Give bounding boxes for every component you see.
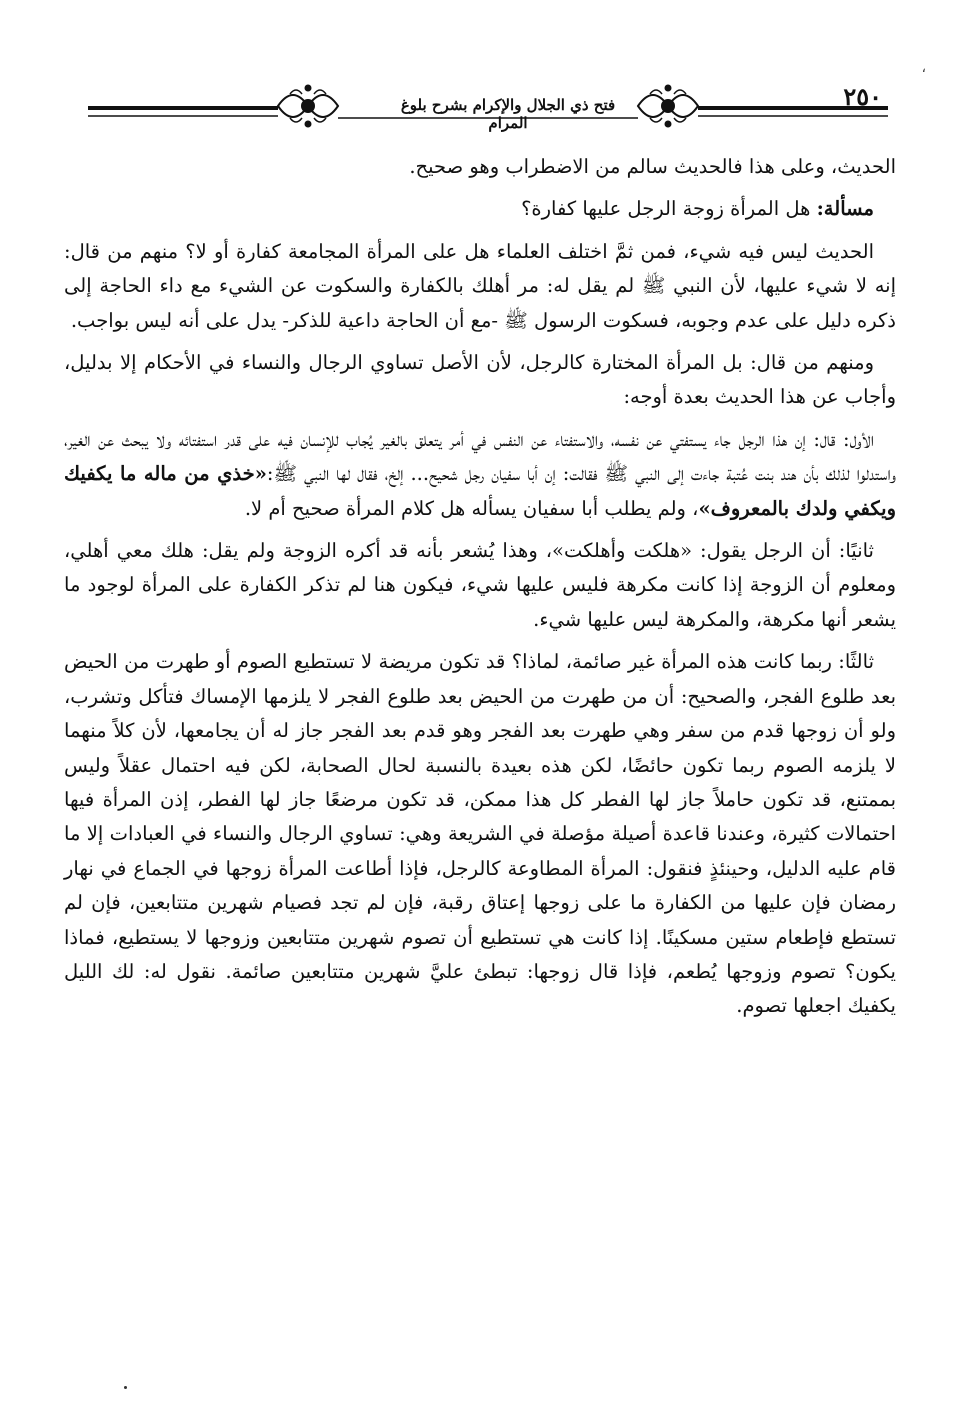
footer-dot [124,1386,127,1389]
page-number: ٢٥٠ [843,82,882,111]
corner-mark: ، [921,60,926,76]
body-text [64,150,896,1024]
paragraph-5-tail: ، ولم يطلب أبا سفيان يسأله هل كلام المرأة صحيح أم لا. [244,496,699,520]
paragraph-6: ثانيًا: أن الرجل يقول: «هلكت وأهلكت»، وهذا يُشعر بأنه قد أكره الزوجة ولم يقل: هلك معي أهلي، ومعلوم أن الزوجة إذا كانت مكرهة فليس عليها شيء، فيكون هنا لم تذكر الكفارة على المرأة لوجود ما يشعر أنها مكرهة، والمكرهة ليس عليها شيء. [64,539,896,631]
running-title: فتح ذي الجلال والإكرام بشرح بلوغ المرام [400,96,616,132]
issue-heading [64,192,896,226]
right-ornament-icon [638,85,698,128]
paragraph-5 [64,423,896,526]
page-header [88,78,888,134]
paragraph-3: الحديث ليس فيه شيء، فمن ثمَّ اختلف العلماء هل على المرأة المجامعة كفارة أو لا؟ منهم من قال: إنه لا شيء عليها، لأن النبي ﷺ لم يقل له: مر أهلك بالكفارة والسكوت عن الشيء مع داء الحاجة إلى ذكره دليل على عدم وجوبه، فسكوت الرسول ﷺ -مع أن الحاجة داعية للذكر- يدل على أنه ليس بواجب. [64,239,896,332]
issue-label: مسألة: [816,197,874,221]
left-ornament-icon [278,85,338,128]
issue-question: هل المرأة زوجة الرجل عليها كفارة؟ [521,197,811,221]
paragraph-4: ومنهم من قال: بل المرأة المختارة كالرجل، لأن الأصل تساوي الرجال والنساء في الأحكام إلا بدليل، وأجاب عن هذا الحديث بعدة أوجه: [64,351,896,409]
hadith-quote: «خذي من ماله ما يكفيك ويكفي ولدك بالمعروف» [64,462,896,520]
paragraph-5-lead: الأول: قال: إن هذا الرجل جاء يستفتي عن نفسه، والاستفتاء عن النفس في أمر يتعلق بالغير يُجاب للإنسان فيه على قدر استفتائه ولا يبحث عن الغير، واستدلوا لذلك بأن هند بنت عُتبة جاءت إلى النبي ﷺ فقالت: إن أبا سفيان رجل شحيح... إلخ، فقال لها النبي ﷺ: [64,427,897,486]
paragraph-7: ثالثًا: ربما كانت هذه المرأة غير صائمة، لماذا؟ قد تكون مريضة لا تستطيع الصوم أو طهرت من الحيض بعد طلوع الفجر، والصحيح: أن من طهرت من الحيض بعد طلوع الفجر لا يلزمها الإمساك فتأكل وتشرب، ولو أن زوجها قدم من سفر وهي طهرت بعد الفجر وهو قدم بعد الفجر جاز له أن يجامعها، لأن كلاً منهما لا يلزمه الصوم ربما تكون حائضًا، لكن هذه بعيدة بالنسبة لحال الصحابة، لكن فيه احتمال عقلاً وليس بممتنع، قد تكون حاملاً جاز لها الفطر كل هذا ممكن، قد تكون مرضعًا جاز لها الفطر، إذن المرأة فيها احتمالات كثيرة، وعندنا قاعدة أصيلة مؤصلة في الشريعة وهي: تساوي الرجال والنساء في العبادات إلا ما قام عليه الدليل، وحينئذٍ فنقول: المرأة المطاوعة كالرجل، فإذا أطاعت المرأة زوجها في الجماع في نهار رمضان فإن عليها من الكفارة ما على زوجها إعتاق رقبة، فإن لم تجد فصيام شهرين متتابعين، فإن لم تستطع فإطعام ستين مسكينًا. إذا كانت هي تستطيع أن تصوم شهرين متتابعين وزوجها لا يستطيع، فماذا يكون؟ تصوم وزوجها يُطعم، فإذا قال زوجها: تبطئ عليَّ شهرين متتابعين صائمة. نقول له: لك الليل يكفيك اجعلها تصوم. [64,650,896,1018]
paragraph-1: الحديث، وعلى هذا فالحديث سالم من الاضطراب وهو صحيح. [409,155,896,178]
